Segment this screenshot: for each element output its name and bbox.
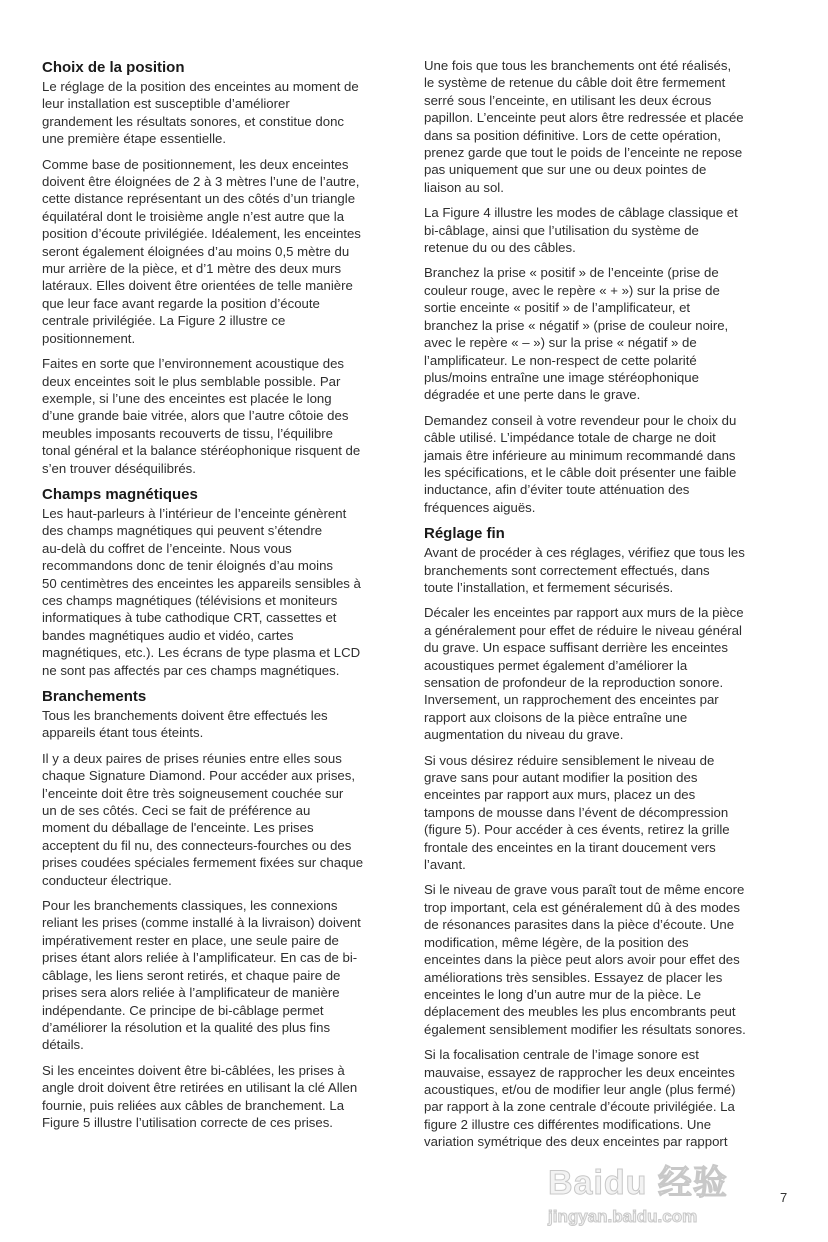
- text-line: une première étape essentielle.: [42, 131, 227, 147]
- text-line: par rapport à la zone centrale d’écoute privilégiée. La: [424, 1099, 735, 1115]
- text-line: également sensiblement modifier les résultats sonores.: [424, 1021, 746, 1037]
- text-line: d’améliorer la résolution et la qualité des plus fins: [42, 1019, 331, 1035]
- text-line: Faites en sorte que l’environnement acoustique des: [42, 356, 345, 372]
- text-line: impérativement rester en place, une seule paire de: [42, 932, 339, 948]
- text-line: l’enceinte doit être très soigneusement couchée sur: [42, 785, 344, 801]
- page-number: 7: [780, 1190, 788, 1205]
- paragraph: [42, 707, 410, 742]
- text-line: tampons de mousse dans l’évent de décompression: [424, 804, 729, 820]
- text-line: des champs magnétiques qui peuvent s’étendre: [42, 523, 323, 539]
- text-line: position d’écoute privilégiée. Idéalement, les enceintes: [42, 226, 361, 242]
- text-line: Décaler les enceintes par rapport aux murs de la pièce: [424, 605, 744, 621]
- text-line: plus/moins entraîne une image stéréophonique: [424, 369, 699, 385]
- text-line: (figure 5). Pour accéder à ces évents, retirez la grille: [424, 822, 730, 838]
- watermark-logo: Baidu 经验: [548, 1164, 728, 1202]
- text-line: tonal général et la balance stéréophonique risquent de: [42, 443, 361, 459]
- paragraph: [42, 505, 410, 679]
- paragraph: [42, 355, 410, 477]
- paragraph: [424, 752, 792, 874]
- text-line: fréquences aiguës.: [424, 499, 536, 515]
- text-line: mur arrière de la pièce, et d’1 mètre des deux murs: [42, 261, 342, 277]
- text-line: avec le repère « – ») sur la prise « négatif » de: [424, 335, 697, 351]
- text-line: chaque Signature Diamond. Pour accéder aux prises,: [42, 768, 356, 784]
- text-line: du grave. Un espace suffisant derrière les enceintes: [424, 640, 728, 656]
- text-line: doivent être éloignées de 2 à 3 mètres l’une de l’autre,: [42, 174, 360, 190]
- text-line: prenez garde que tout le poids de l’enceinte ne repose: [424, 145, 743, 161]
- text-line: rapport aux cloisons de la pièce entraîne une: [424, 709, 688, 725]
- text-line: a généralement pour effet de réduire le niveau général: [424, 622, 742, 638]
- text-line: l’amplificateur. Le non-respect de cette polarité: [424, 352, 697, 368]
- text-line: Figure 5 illustre l’utilisation correcte de ces prises.: [42, 1114, 333, 1130]
- text-line: informatiques à tube cathodique CRT, cassettes et: [42, 610, 337, 626]
- text-line: bandes magnétiques audio et vidéo, cartes: [42, 627, 294, 643]
- text-line: acceptent du fil nu, des connecteurs-fourches ou des: [42, 837, 352, 853]
- text-line: grave sans pour autant modifier la position des: [424, 770, 698, 786]
- text-line: enceintes dans la pièce peut alors avoir pour effet des: [424, 952, 740, 968]
- text-line: Demandez conseil à votre revendeur pour le choix du: [424, 412, 737, 428]
- text-line: indépendante. Ce principe de bi-câblage permet: [42, 1002, 324, 1018]
- text-line: s’en trouver déséquilibrés.: [42, 460, 196, 476]
- text-line: jamais être inférieure au minimum recommandé dans: [424, 447, 736, 463]
- text-line: magnétiques, etc.). Les écrans de type plasma et LCD: [42, 645, 361, 661]
- text-line: Le réglage de la position des enceintes au moment de: [42, 79, 359, 94]
- paragraph: [42, 78, 410, 148]
- text-line: que leur face avant regarde la position d’écoute: [42, 295, 320, 311]
- text-line: mauvaise, essayez de rapprocher les deux enceintes: [424, 1064, 735, 1080]
- text-line: les spécifications, et le câble doit présenter une faible: [424, 464, 737, 480]
- paragraph: [424, 604, 792, 743]
- text-line: câble utilisé. L’impédance totale de charge ne doit: [424, 430, 716, 446]
- text-line: Tous les branchements doivent être effectués les: [42, 708, 328, 723]
- text-line: variation symétrique des deux enceintes par rapport: [424, 1134, 728, 1150]
- text-line: moment du déballage de l'enceinte. Les prises: [42, 820, 314, 836]
- text-line: améliorations très sensibles. Essayez de placer les: [424, 969, 723, 985]
- text-line: prises sera alors reliée à l’amplificateur de manière: [42, 985, 340, 1001]
- text-line: branchez la prise « négatif » (prise de couleur noire,: [424, 317, 729, 333]
- paragraph: [424, 544, 792, 596]
- text-line: papillon. L’enceinte peut alors être redressée et placée: [424, 110, 744, 126]
- text-line: exemple, si l’une des enceintes est placée le long: [42, 390, 332, 406]
- text-line: fournie, puis reliées aux câbles de branchement. La: [42, 1097, 345, 1113]
- left-column: [42, 57, 410, 1139]
- text-line: Si la focalisation centrale de l’image sonore est: [424, 1047, 699, 1063]
- text-line: Si les enceintes doivent être bi-câblées, les prises à: [42, 1062, 345, 1078]
- section-heading: Champs magnétiques: [42, 485, 198, 503]
- baidu-watermark: [548, 1164, 728, 1228]
- text-line: le système de retenue du câble doit être fermement: [424, 75, 726, 91]
- text-line: dégradée et une perte dans le grave.: [424, 387, 641, 403]
- text-line: 50 centimètres des enceintes les appareils sensibles à: [42, 575, 361, 591]
- paragraph: [42, 1062, 410, 1132]
- text-line: ces champs magnétiques (télévisions et moniteurs: [42, 592, 338, 608]
- text-line: Les haut-parleurs à l’intérieur de l’enceinte génèrent: [42, 505, 347, 521]
- text-line: branchements sont correctement effectués, dans: [424, 562, 710, 578]
- text-line: Une fois que tous les branchements ont été réalisés,: [424, 58, 732, 73]
- text-line: La Figure 4 illustre les modes de câblage classique et: [424, 205, 738, 221]
- text-line: trop important, cela est généralement dû à des modes: [424, 899, 740, 915]
- text-line: inductance, afin d’éviter toute atténuation des: [424, 482, 690, 498]
- text-line: dans sa position définitive. Lors de cette opération,: [424, 127, 721, 143]
- text-line: sensation de profondeur de la reproduction sonore.: [424, 675, 724, 690]
- text-line: retenue du ou des câbles.: [424, 240, 576, 256]
- text-line: serré sous l’enceinte, en utilisant les deux écrous: [424, 92, 712, 108]
- text-line: ne sont pas affectés par ces champs magnétiques.: [42, 662, 340, 678]
- text-line: déplacement des meubles les plus encombrants peut: [424, 1004, 736, 1020]
- text-line: cette distance représentant un des côtés d’un triangle: [42, 191, 356, 207]
- paragraph: [424, 881, 792, 1038]
- text-line: toute l’installation, et fermement sécurisés.: [424, 579, 674, 595]
- paragraph: [424, 264, 792, 403]
- text-line: meubles imposants recouverts de tissu, l’équilibre: [42, 425, 333, 441]
- section-heading: Choix de la position: [42, 59, 185, 76]
- text-line: acoustiques, et/ou de modifier leur angle (plus fermé): [424, 1081, 736, 1097]
- text-line: Inversement, un rapprochement des enceintes par: [424, 692, 719, 708]
- text-line: au-delà du coffret de l’enceinte. Nous vous: [42, 540, 292, 556]
- text-line: bi-câblage, ainsi que l’utilisation du système de: [424, 222, 699, 238]
- text-line: Avant de procéder à ces réglages, vérifiez que tous les: [424, 545, 745, 561]
- section-heading: Réglage fin: [424, 525, 505, 543]
- text-line: l’avant.: [424, 857, 466, 873]
- text-line: positionnement.: [42, 330, 136, 346]
- text-line: câblage, les liens seront retirés, et chaque paire de: [42, 967, 341, 983]
- text-line: conducteur électrique.: [42, 872, 172, 888]
- text-line: enceintes le long d’un autre mur de la pièce. Le: [424, 986, 702, 1002]
- text-line: détails.: [42, 1037, 84, 1053]
- text-line: équilatéral dont le troisième angle n’est autre que la: [42, 208, 345, 224]
- text-line: liaison au sol.: [424, 179, 504, 195]
- text-line: seront également éloignées d’au moins 0,5 mètre du: [42, 243, 350, 259]
- section-heading: Branchements: [42, 688, 147, 705]
- text-line: deux enceintes soit le plus semblable possible. Par: [42, 373, 341, 389]
- paragraph: [424, 1046, 792, 1150]
- text-line: pas uniquement que sur une ou deux pointes de: [424, 162, 707, 178]
- paragraph: [42, 156, 410, 347]
- text-line: de résonances parasites dans la pièce d’écoute. Une: [424, 917, 735, 933]
- text-line: modification, même légère, de la position des: [424, 934, 689, 950]
- text-line: frontale des enceintes en la tirant doucement vers: [424, 839, 716, 855]
- text-line: d’une grande baie vitrée, alors que l’autre côtoie des: [42, 408, 349, 424]
- watermark-url: jingyan.baidu.com: [548, 1207, 698, 1226]
- text-line: Pour les branchements classiques, les connexions: [42, 898, 338, 914]
- text-line: Si vous désirez réduire sensiblement le niveau de: [424, 752, 715, 768]
- text-line: grandement les résultats sonores, et constitue donc: [42, 113, 345, 129]
- text-line: reliant les prises (comme installé à la livraison) doivent: [42, 915, 361, 931]
- text-line: Comme base de positionnement, les deux enceintes: [42, 156, 349, 172]
- right-column: [424, 57, 792, 1159]
- text-line: un de ses côtés. Ceci se fait de préférence au: [42, 803, 311, 819]
- text-line: Si le niveau de grave vous paraît tout de même encore: [424, 882, 745, 898]
- paragraph: [42, 750, 410, 889]
- text-line: recommandons donc de tenir éloignés d’au moins: [42, 558, 334, 574]
- text-line: Il y a deux paires de prises réunies entre elles sous: [42, 750, 342, 766]
- paragraph: [424, 57, 792, 196]
- text-line: leur installation est susceptible d’améliorer: [42, 96, 290, 112]
- text-line: angle droit doivent être retirées en utilisant la clé Allen: [42, 1080, 358, 1096]
- paragraph: [424, 412, 792, 516]
- text-line: latéraux. Elles doivent être orientées de telle manière: [42, 278, 353, 294]
- text-line: enceintes par rapport aux murs, placez un des: [424, 787, 696, 803]
- paragraph: [42, 897, 410, 1054]
- text-line: centrale privilégiée. La Figure 2 illustre ce: [42, 313, 286, 329]
- text-line: prises étant alors reliée à l’amplificateur. En cas de bi-: [42, 950, 358, 966]
- text-line: figure 2 illustre ces différentes modifications. Une: [424, 1116, 712, 1132]
- text-line: prises coudées spéciales fermement fixées sur chaque: [42, 855, 364, 871]
- text-line: Branchez la prise « positif » de l’enceinte (prise de: [424, 265, 719, 281]
- text-line: couleur rouge, avec le repère « + ») sur la prise de: [424, 282, 720, 298]
- paragraph: [424, 204, 792, 256]
- text-line: acoustiques permet également d’améliorer la: [424, 657, 688, 673]
- text-line: appareils étant tous éteints.: [42, 725, 204, 741]
- text-line: sortie enceinte « positif » de l’amplificateur, et: [424, 300, 691, 316]
- text-line: augmentation du niveau du grave.: [424, 727, 624, 743]
